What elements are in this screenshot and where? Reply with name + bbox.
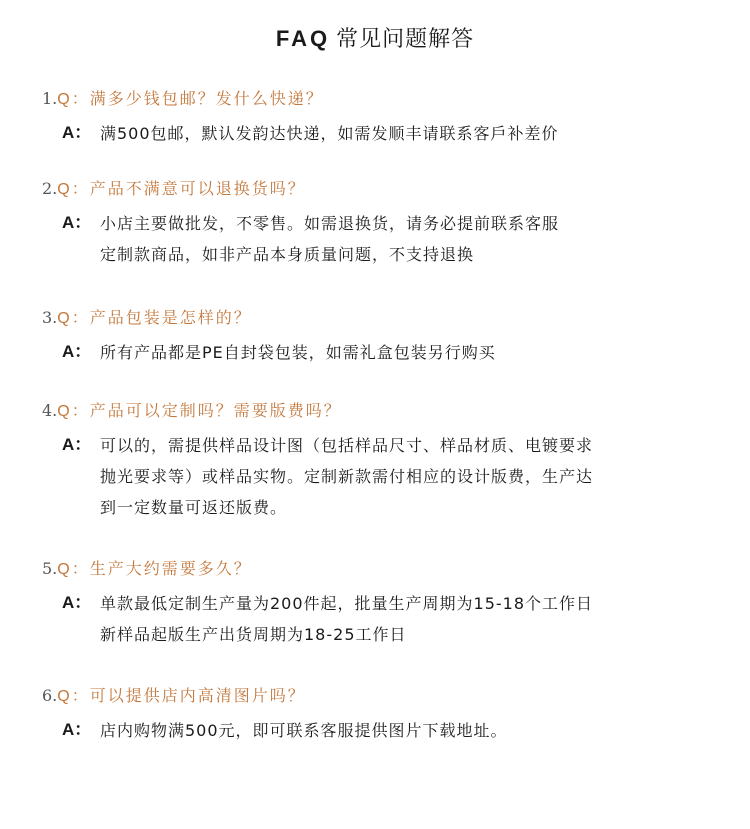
answer-line: 店内购物满500元，即可联系客服提供图片下载地址。 xyxy=(100,721,508,740)
question-number: 1. xyxy=(42,89,58,108)
faq-question xyxy=(42,176,306,203)
question-text: 产品不满意可以退换货吗？ xyxy=(89,179,306,198)
faq-question xyxy=(42,305,252,332)
faq-question xyxy=(42,683,306,710)
answer-line: 满500包邮，默认发韵达快递，如需发顺丰请联系客戶补差价 xyxy=(100,124,559,143)
question-label: Q： xyxy=(57,181,90,198)
question-number: 2. xyxy=(42,179,58,198)
faq-question xyxy=(42,556,252,583)
question-text: 产品可以定制吗？需要版费吗？ xyxy=(89,401,342,420)
question-label: Q： xyxy=(57,91,90,108)
question-label: Q： xyxy=(57,561,90,578)
answer-line: 可以的，需提供样品设计图（包括样品尺寸、样品材质、电镀要求 xyxy=(100,436,594,455)
answer-line: 所有产品都是PE自封袋包装，如需礼盒包装另行购买 xyxy=(100,343,496,362)
answer-label: A： xyxy=(62,123,92,142)
question-text: 产品包装是怎样的？ xyxy=(89,308,252,327)
faq-question xyxy=(42,398,342,425)
question-label: Q： xyxy=(57,403,90,420)
answer-label: A： xyxy=(62,593,92,612)
question-text: 可以提供店内高清图片吗？ xyxy=(89,686,306,705)
answer-label: A： xyxy=(62,342,92,361)
question-text: 生产大约需要多久？ xyxy=(89,559,252,578)
title-prefix: FAQ xyxy=(275,26,331,51)
answer-line: 单款最低定制生产量为200件起，批量生产周期为15-18个工作日 xyxy=(100,594,594,613)
question-number: 6. xyxy=(42,686,58,705)
answer-label: A： xyxy=(62,720,92,739)
answer-label: A： xyxy=(62,435,92,454)
answer-line: 到一定数量可返还版费。 xyxy=(100,498,288,517)
faq-question xyxy=(42,86,324,113)
question-number: 5. xyxy=(42,559,58,578)
answer-line: 小店主要做批发，不零售。如需退换货，请务必提前联系客服 xyxy=(100,214,560,233)
answer-line: 抛光要求等）或样品实物。定制新款需付相应的设计版费，生产达 xyxy=(100,467,594,486)
question-label: Q： xyxy=(57,688,90,705)
answer-line: 新样品起版生产出货周期为18-25工作日 xyxy=(100,625,407,644)
question-number: 4. xyxy=(42,401,58,420)
question-label: Q： xyxy=(57,310,90,327)
answer-label: A： xyxy=(62,213,92,232)
page-title xyxy=(0,22,750,53)
title-text: 常见问题解答 xyxy=(336,27,475,52)
question-text: 满多少钱包邮？发什么快递？ xyxy=(89,89,324,108)
answer-line: 定制款商品，如非产品本身质量问题，不支持退换 xyxy=(100,245,475,264)
question-number: 3. xyxy=(42,308,58,327)
